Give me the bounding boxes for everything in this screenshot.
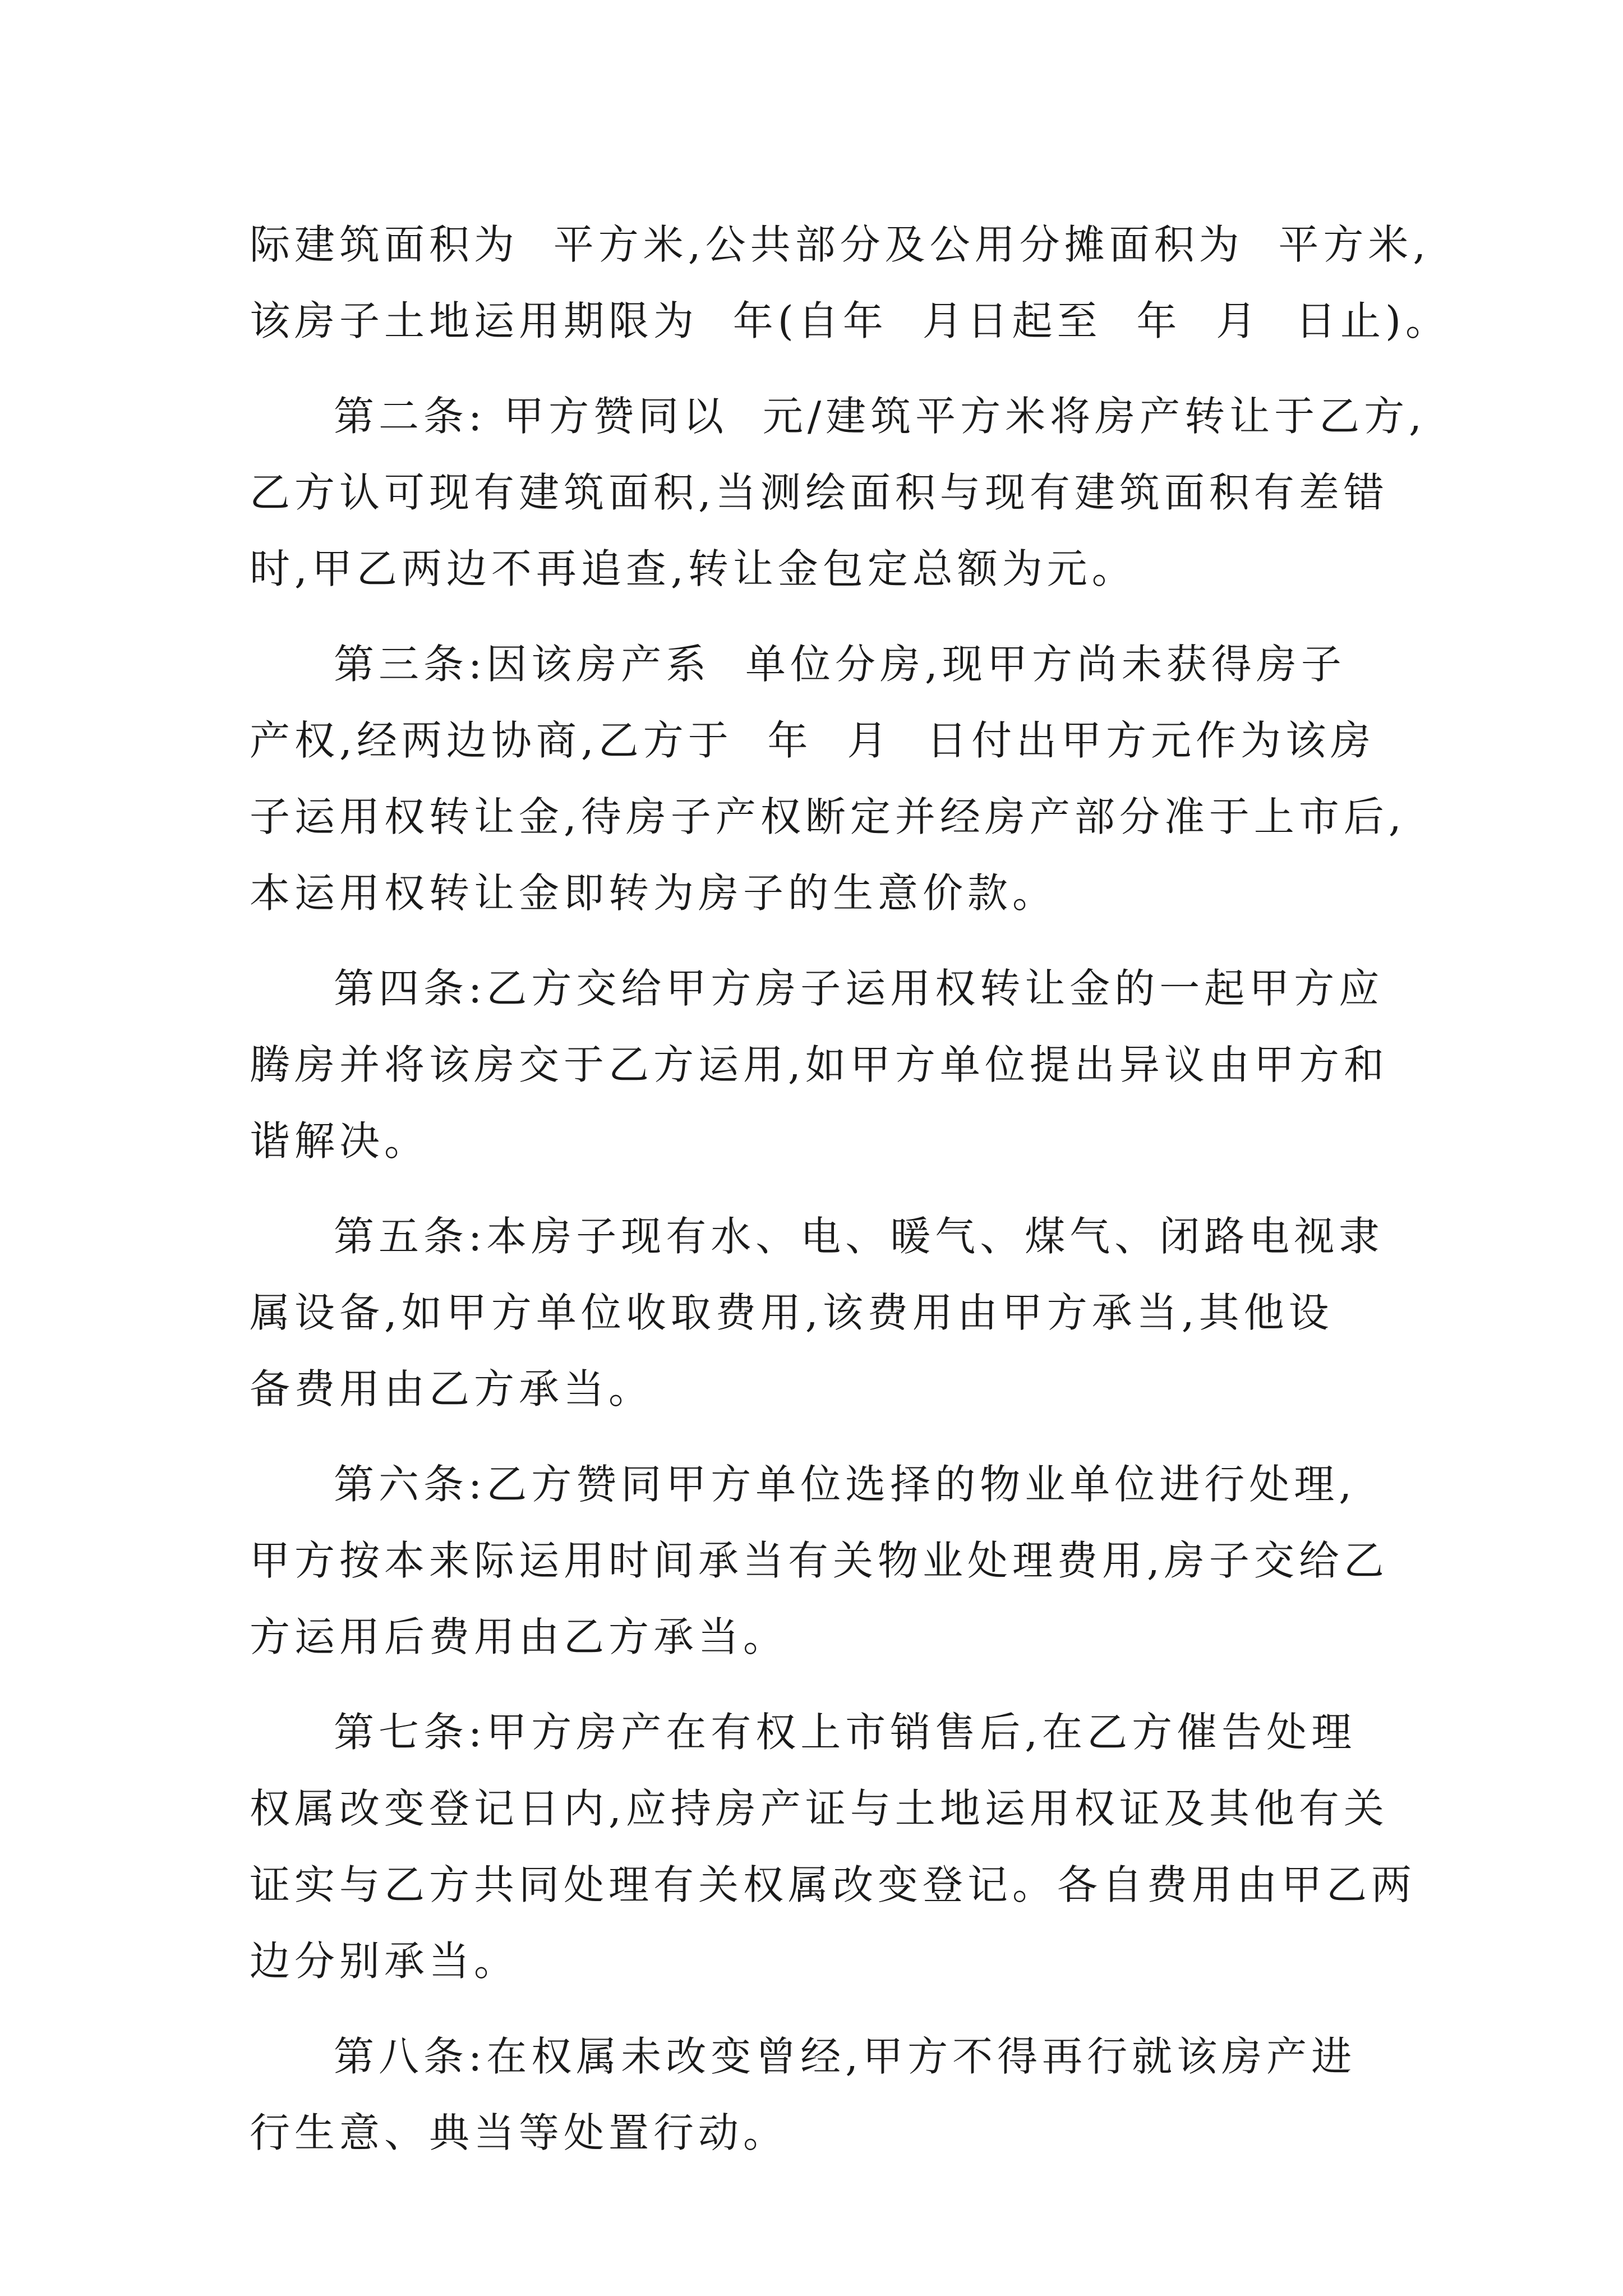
text-line: 第四条:乙方交给甲方房子运用权转让金的一起甲方应 [334,965,1384,1012]
text-line: 方运用后费用由乙方承当。 [250,1613,789,1660]
paragraph-area-info [250,206,1455,359]
paragraph-article-3 [250,626,1455,931]
text-line: 第八条:在权属未改变曾经,甲方不得再行就该房产进 [334,2033,1357,2080]
text-line: 腾房并将该房交于乙方运用,如甲方单位提出异议由甲方和 [250,1041,1389,1088]
text-line: 际建筑面积为 平方米,公共部分及公用分摊面积为 平方米, [250,221,1431,268]
paragraph-article-6 [250,1446,1455,1675]
text-line: 边分别承当。 [250,1938,519,1985]
text-line: 第三条:因该房产系 单位分房,现甲方尚未获得房子 [334,641,1346,688]
text-line: 第六条:乙方赞同甲方单位选择的物业单位进行处理, [334,1461,1357,1508]
text-line: 时,甲乙两边不再追查,转让金包定总额为元。 [250,545,1137,592]
text-line: 备费用由乙方承当。 [250,1365,654,1412]
text-line: 本运用权转让金即转为房子的生意价款。 [250,869,1058,917]
text-line: 产权,经两边协商,乙方于 年 月 日付出甲方元作为该房 [250,717,1376,764]
text-line: 行生意、典当等处置行动。 [250,2109,789,2156]
paragraph-article-7 [250,1694,1455,1999]
paragraph-article-4 [250,950,1455,1179]
text-line: 甲方按本来际运用时间承当有关物业处理费用,房子交给乙 [250,1537,1389,1584]
text-line: 乙方认可现有建筑面积,当测绘面积与现有建筑面积有差错 [250,469,1389,516]
text-line: 属设备,如甲方单位收取费用,该费用由甲方承当,其他设 [250,1289,1334,1336]
text-line: 第五条:本房子现有水、电、暖气、煤气、闭路电视隶 [334,1213,1384,1260]
document-body [250,206,1455,2171]
paragraph-article-5 [250,1198,1455,1427]
paragraph-article-2 [250,378,1455,607]
text-line: 谐解决。 [250,1117,430,1165]
text-line: 第七条:甲方房产在有权上市销售后,在乙方催告处理 [334,1709,1357,1756]
text-line: 权属改变登记日内,应持房产证与土地运用权证及其他有关 [250,1785,1389,1832]
text-line: 第二条: 甲方赞同以 元/建筑平方米将房产转让于乙方, [334,393,1427,440]
text-line: 子运用权转让金,待房子产权断定并经房产部分准于上市后, [250,793,1406,840]
paragraph-article-8 [250,2018,1455,2171]
text-line: 证实与乙方共同处理有关权属改变登记。各自费用由甲乙两 [250,1861,1417,1908]
text-line: 该房子土地运用期限为 年(自年 月日起至 年 月 日止)。 [250,297,1451,344]
